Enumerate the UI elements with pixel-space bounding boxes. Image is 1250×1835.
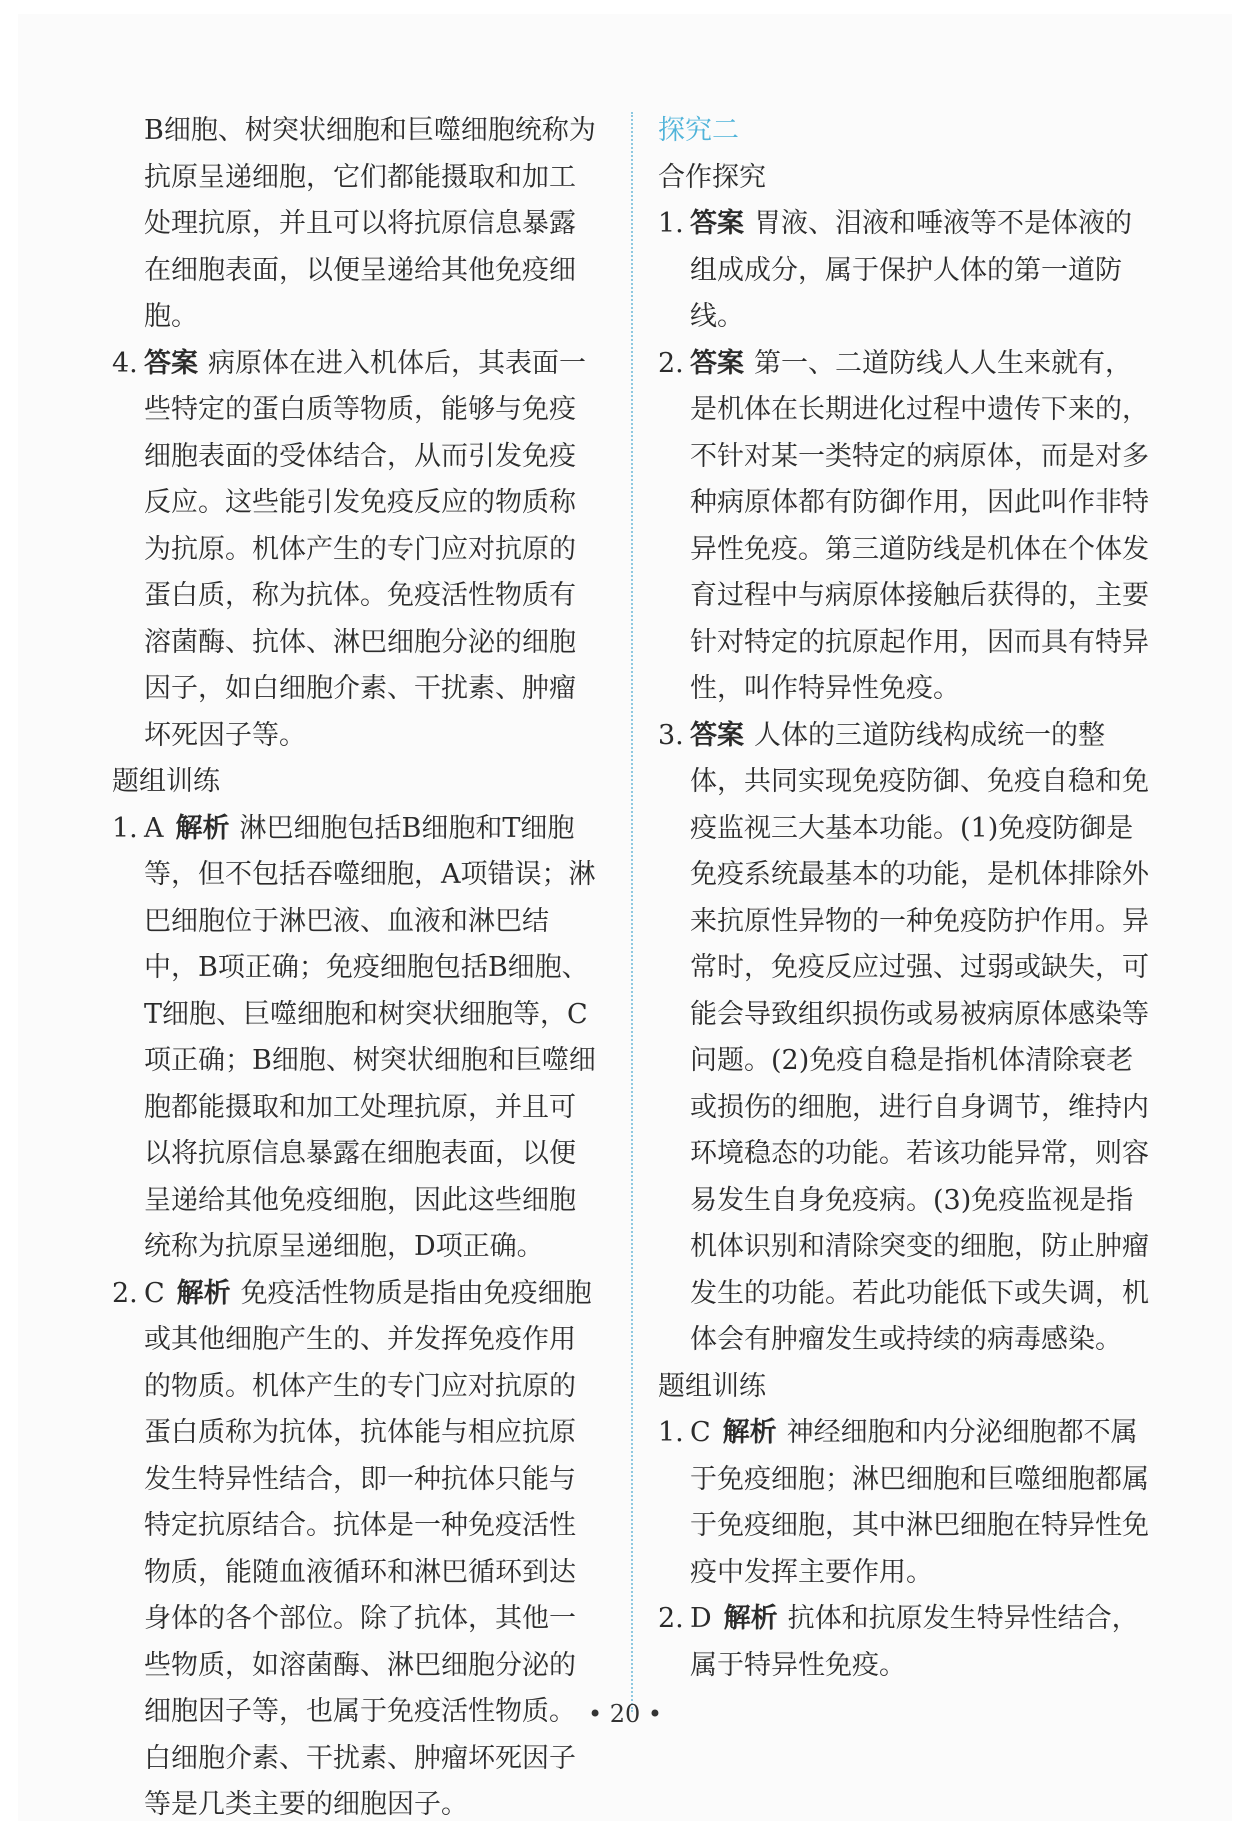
item-number: 1. bbox=[658, 1417, 684, 1448]
answer-tag: 答案 bbox=[144, 347, 198, 379]
item-number: 2. bbox=[112, 1277, 138, 1309]
answer-item-3 bbox=[658, 713, 1156, 1364]
answer-text: 胃液、泪液和唾液等不是体液的组成成分，属于保护人体的第一道防线。 bbox=[690, 208, 1132, 332]
question-item-2 bbox=[112, 1271, 602, 1829]
answer-tag: 答案 bbox=[690, 719, 744, 751]
page-number: • 20 • bbox=[587, 1700, 663, 1728]
item-number: 3. bbox=[658, 719, 684, 751]
answer-choice: C bbox=[144, 1277, 165, 1309]
analysis-tag: 解析 bbox=[175, 812, 230, 844]
column-divider bbox=[631, 112, 633, 1712]
intro-paragraph: B细胞、树突状细胞和巨噬细胞统称为抗原呈递细胞，它们都能摄取和加工处理抗原，并且可以将抗原信息暴露在细胞表面，以便呈递给其他免疫细胞。 bbox=[144, 115, 596, 332]
answer-item-4 bbox=[112, 341, 602, 760]
question-item-1 bbox=[112, 806, 602, 1271]
answer-text: 第一、二道防线人人生来就有，是机体在长期进化过程中遗传下来的，不针对某一类特定的病原体，而是对多种病原体都有防御作用，因此叫作非特异性免疫。第三道防线是机体在个体发育过程中与病原体接触后获得的，主要针对特定的抗原起作用，因而具有特异性，叫作特异性免疫。 bbox=[690, 347, 1149, 704]
answer-choice: A bbox=[144, 812, 164, 844]
analysis-text: 抗体和抗原发生特异性结合，属于特异性免疫。 bbox=[690, 1603, 1139, 1681]
answer-item-2 bbox=[658, 341, 1156, 713]
analysis-tag: 解析 bbox=[176, 1277, 231, 1309]
answer-tag: 答案 bbox=[690, 347, 744, 379]
section-heading: 题组训练 bbox=[112, 766, 220, 797]
section-title: 探究二 bbox=[658, 115, 739, 146]
item-number: 2. bbox=[658, 347, 684, 379]
question-item-2 bbox=[658, 1596, 1156, 1689]
item-number: 1. bbox=[112, 812, 138, 844]
answer-tag: 答案 bbox=[690, 208, 744, 239]
analysis-text: 神经细胞和内分泌细胞都不属于免疫细胞；淋巴细胞和巨噬细胞都属于免疫细胞，其中淋巴细胞在特异性免疫中发挥主要作用。 bbox=[690, 1417, 1149, 1588]
item-number: 4. bbox=[112, 347, 138, 379]
section-heading: 合作探究 bbox=[658, 161, 766, 193]
answer-text: 人体的三道防线构成统一的整体，共同实现免疫防御、免疫自稳和免疫监视三大基本功能。(1)免疫防御是免疫系统最基本的功能，是机体排除外来抗原性异物的一种免疫防护作用。异常时，免疫反应过强、过弱或缺失，可能会导致组织损伤或易被病原体感染等问题。(2)免疫自稳是指机体清除衰老或损伤的细胞，进行自身调节，维持内环境稳态的功能。若该功能异常，则容易发生自身免疫病。(3)免疫监视是指机体识别和清除突变的细胞，防止肿瘤发生的功能。若此功能低下或失调，机体会有肿瘤发生或持续的病毒感染。 bbox=[690, 719, 1149, 1355]
analysis-tag: 解析 bbox=[722, 1417, 777, 1448]
section-heading: 题组训练 bbox=[658, 1370, 766, 1402]
question-item-1 bbox=[658, 1410, 1156, 1596]
answer-choice: D bbox=[690, 1603, 712, 1634]
analysis-text: 淋巴细胞包括B细胞和T细胞等，但不包括吞噬细胞，A项错误；淋巴细胞位于淋巴液、血液和淋巴结中，B项正确；免疫细胞包括B细胞、T细胞、巨噬细胞和树突状细胞等，C项正确；B细胞、树突状细胞和巨噬细胞都能摄取和加工处理抗原，并且可以将抗原信息暴露在细胞表面，以便呈递给其他免疫细胞，因此这些细胞统称为抗原呈递细胞，D项正确。 bbox=[144, 812, 596, 1262]
answer-text: 病原体在进入机体后，其表面一些特定的蛋白质等物质，能够与免疫细胞表面的受体结合，从而引发免疫反应。这些能引发免疫反应的物质称为抗原。机体产生的专门应对抗原的蛋白质，称为抗体。免疫活性物质有溶菌酶、抗体、淋巴细胞分泌的细胞因子，如白细胞介素、干扰素、肿瘤坏死因子等。 bbox=[144, 347, 586, 751]
item-number: 2. bbox=[658, 1603, 684, 1634]
right-column bbox=[658, 108, 1156, 1689]
answer-item-1 bbox=[658, 201, 1156, 341]
analysis-text: 免疫活性物质是指由免疫细胞或其他细胞产生的、并发挥免疫作用的物质。机体产生的专门应对抗原的蛋白质称为抗体，抗体能与相应抗原发生特异性结合，即一种抗体只能与特定抗原结合。抗体是一种免疫活性物质，能随血液循环和淋巴循环到达身体的各个部位。除了抗体，其他一些物质，如溶菌酶、淋巴细胞分泌的细胞因子等，也属于免疫活性物质。白细胞介素、干扰素、肿瘤坏死因子等是几类主要的细胞因子。 bbox=[144, 1277, 592, 1820]
item-number: 1. bbox=[658, 208, 684, 239]
analysis-tag: 解析 bbox=[723, 1603, 778, 1634]
left-column bbox=[112, 108, 602, 1829]
answer-choice: C bbox=[690, 1417, 711, 1448]
